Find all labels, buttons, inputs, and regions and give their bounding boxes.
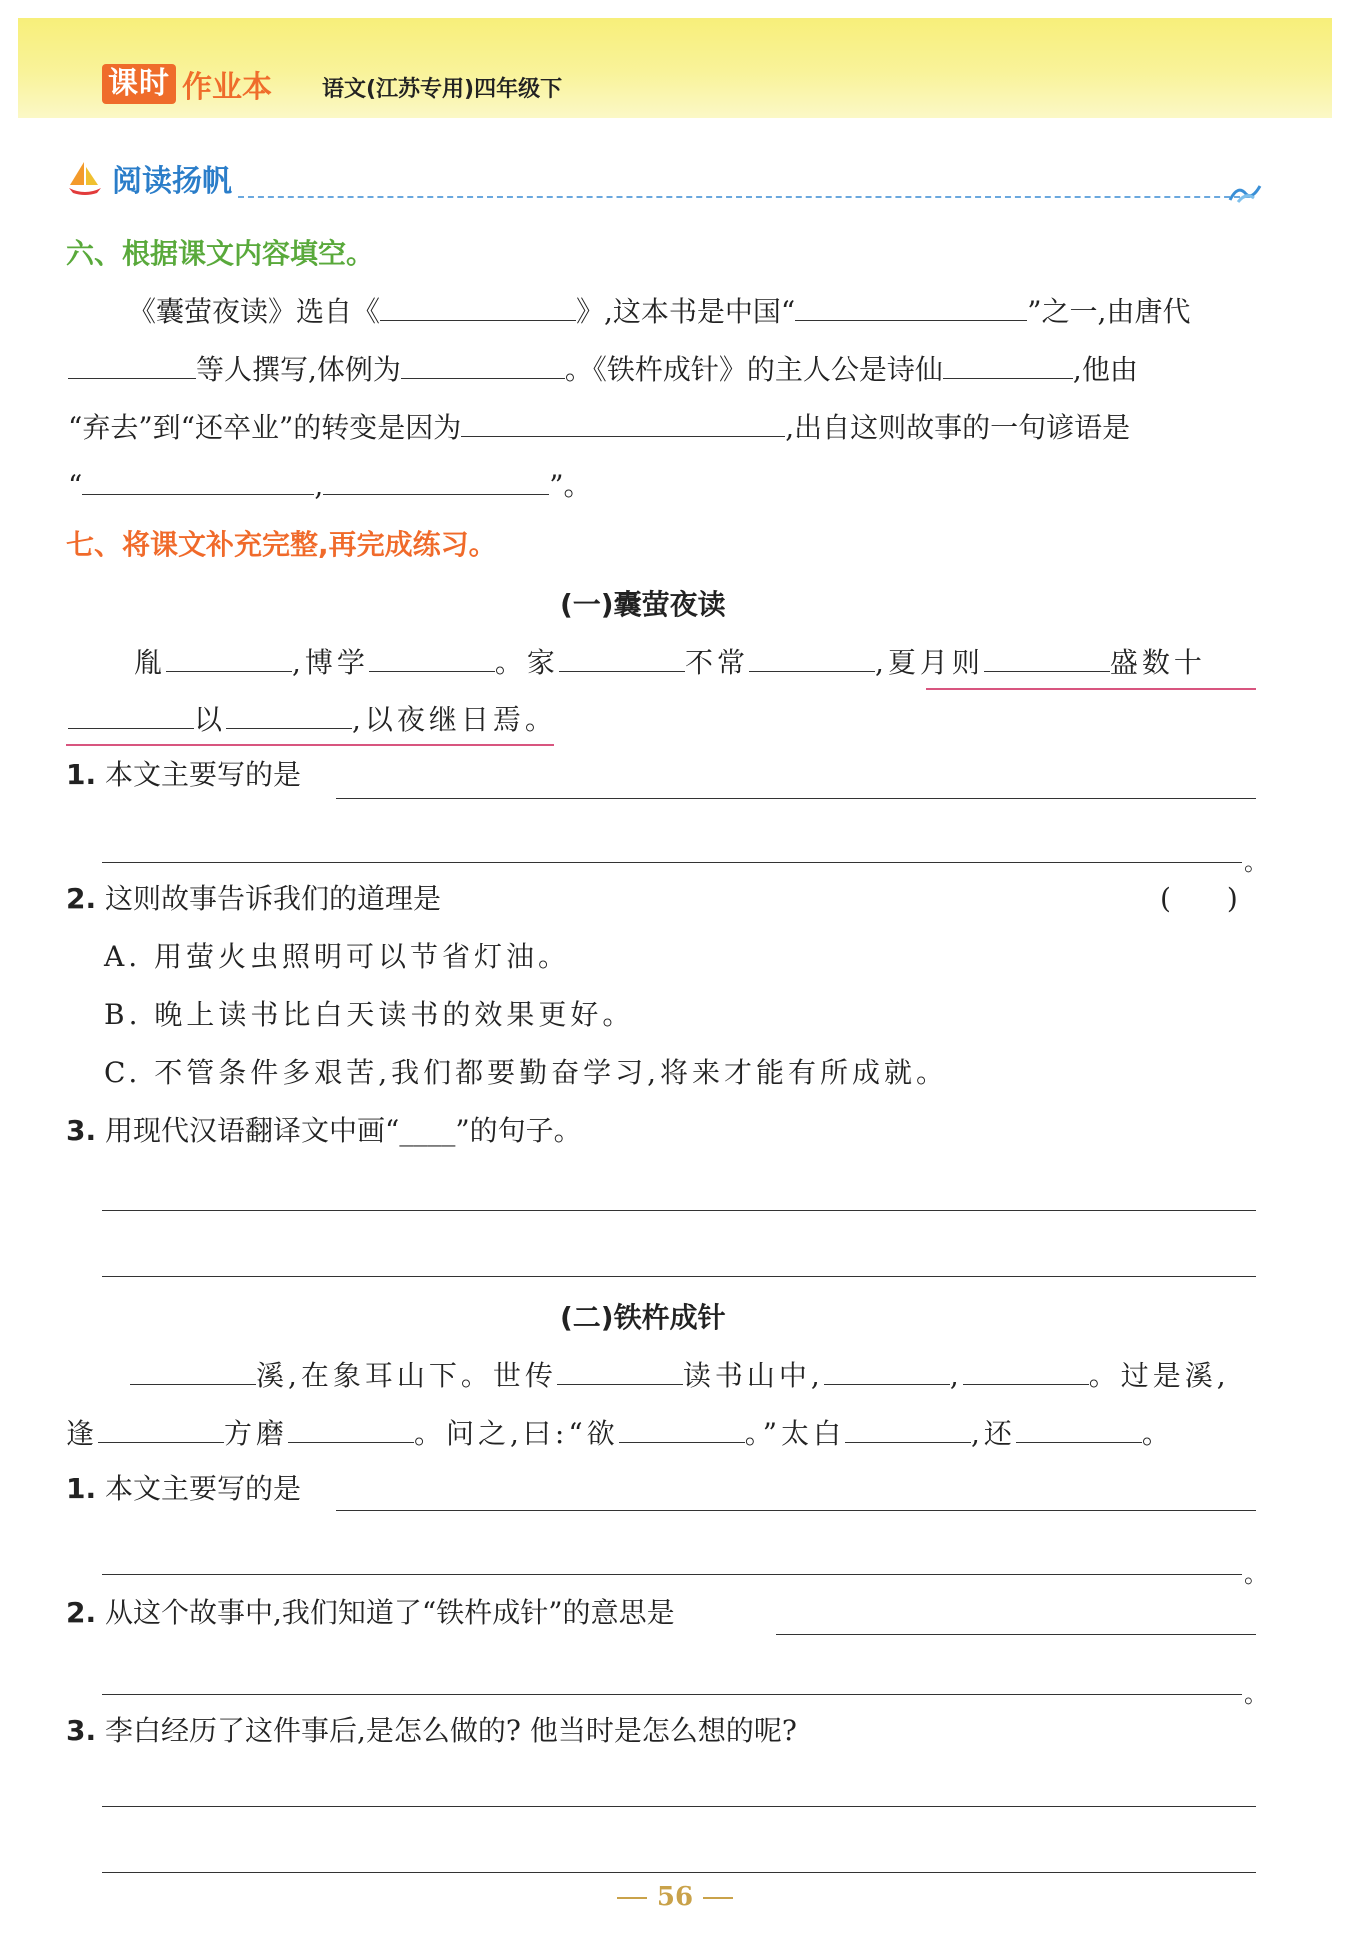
q6-text: 。《铁杵成针》的主人公是诗仙 <box>564 353 943 386</box>
q6-text: “ <box>68 469 83 502</box>
passage-2-title: (二)铁杵成针 <box>560 1301 726 1334</box>
p2-question-3 <box>66 1714 797 1748</box>
passage-blank[interactable] <box>1016 1414 1142 1443</box>
section-header <box>66 156 232 200</box>
underline-mark <box>926 688 1256 690</box>
option-a[interactable]: A. 用萤火虫照明可以节省灯油。 <box>104 940 571 973</box>
q6-blank[interactable] <box>82 466 314 495</box>
q6-blank[interactable] <box>795 292 1027 321</box>
passage-text: ,以夜继日焉。 <box>352 703 557 736</box>
brand-box: 课时 <box>102 64 176 104</box>
passage-blank[interactable] <box>226 700 352 729</box>
passage-text: ,还 <box>971 1417 1016 1450</box>
underline-mark <box>66 744 554 746</box>
passage-blank[interactable] <box>288 1414 414 1443</box>
passage-text: , <box>949 1359 963 1392</box>
passage-text: 读书山中, <box>682 1359 824 1392</box>
option-c[interactable]: C. 不管条件多艰苦,我们都要勤奋学习,将来才能有所成就。 <box>104 1056 949 1089</box>
end-period: 。 <box>1244 1560 1268 1588</box>
q6-blank[interactable] <box>401 350 565 379</box>
q6-text: 》,这本书是中国“ <box>576 295 796 328</box>
passage-text: 以 <box>194 703 227 736</box>
passage-2-line-2 <box>66 1414 1174 1451</box>
passage-text: 不常 <box>684 646 749 679</box>
passage-blank[interactable] <box>824 1356 950 1385</box>
q6-blank[interactable] <box>68 350 196 379</box>
passage-text: 。家 <box>494 646 559 679</box>
passage-blank[interactable] <box>68 700 194 729</box>
question-text: 这则故事告诉我们的道理是 <box>105 882 442 915</box>
passage-text: 。过是溪, <box>1088 1359 1230 1392</box>
passage-text: 。问之,曰:“欲 <box>414 1417 619 1450</box>
question-number: 1. <box>66 1472 97 1505</box>
q6-text: ,出自这则故事的一句谚语是 <box>785 411 1131 444</box>
answer-line[interactable] <box>102 1694 1242 1695</box>
question-number: 2. <box>66 1596 97 1629</box>
section-title: 阅读扬帆 <box>112 164 232 199</box>
passage-1-line-1 <box>134 643 1206 680</box>
answer-parens[interactable]: ( ) <box>1160 882 1238 915</box>
q6-heading: 六、根据课文内容填空。 <box>66 237 375 270</box>
passage-text: 逢 <box>66 1417 99 1450</box>
p2-question-1 <box>66 1472 301 1506</box>
passage-blank[interactable] <box>845 1414 971 1443</box>
passage-blank[interactable] <box>749 643 875 672</box>
passage-text: 盛数十 <box>1109 646 1206 679</box>
question-number: 2. <box>66 882 97 915</box>
passage-text: 胤 <box>134 646 167 679</box>
passage-1-title: (一)囊萤夜读 <box>560 588 726 621</box>
q6-blank[interactable] <box>943 350 1073 379</box>
page-number <box>600 1882 750 1912</box>
question-number: 3. <box>66 1714 97 1747</box>
passage-blank[interactable] <box>963 1356 1089 1385</box>
answer-line[interactable] <box>102 1276 1256 1277</box>
p1-question-3 <box>66 1114 582 1148</box>
answer-line[interactable] <box>102 1210 1256 1211</box>
q6-line-2 <box>68 350 1138 387</box>
question-number: 1. <box>66 758 97 791</box>
q6-line-4 <box>68 466 592 503</box>
answer-line[interactable] <box>102 1872 1256 1873</box>
question-number: 3. <box>66 1114 97 1147</box>
answer-line[interactable] <box>776 1634 1256 1635</box>
passage-blank[interactable] <box>98 1414 224 1443</box>
q6-text: ”之一,由唐代 <box>1027 295 1191 328</box>
passage-blank[interactable] <box>559 643 685 672</box>
passage-blank[interactable] <box>984 643 1110 672</box>
passage-text: ,夏月则 <box>874 646 984 679</box>
q6-blank[interactable] <box>380 292 576 321</box>
answer-line[interactable] <box>336 798 1256 799</box>
brand-logo <box>102 62 272 106</box>
wave-icon <box>1228 180 1262 204</box>
answer-line[interactable] <box>102 1574 1242 1575</box>
passage-2-line-1 <box>130 1356 1230 1393</box>
q7-heading: 七、将课文补充完整,再完成练习。 <box>66 528 497 561</box>
q6-text: 等人撰写,体例为 <box>196 353 401 386</box>
passage-text: 方磨 <box>224 1417 289 1450</box>
question-text: 用现代汉语翻译文中画“____”的句子。 <box>105 1114 582 1147</box>
passage-blank[interactable] <box>130 1356 256 1385</box>
question-text: 李白经历了这件事后,是怎么做的? 他当时是怎么想的呢? <box>105 1714 797 1747</box>
q6-line-3 <box>68 408 1130 445</box>
sailboat-icon <box>66 159 104 197</box>
brand-text: 作业本 <box>182 70 272 105</box>
passage-text: 溪,在象耳山下。世传 <box>256 1359 557 1392</box>
q6-blank[interactable] <box>323 466 549 495</box>
q6-text: 《囊萤夜读》选自《 <box>128 295 381 328</box>
subject-label: 语文(江苏专用)四年级下 <box>322 77 563 102</box>
passage-blank[interactable] <box>619 1414 745 1443</box>
q6-text: ,他由 <box>1072 353 1138 386</box>
passage-blank[interactable] <box>166 643 292 672</box>
question-text: 从这个故事中,我们知道了“铁杵成针”的意思是 <box>105 1596 675 1629</box>
p1-question-2 <box>66 882 441 916</box>
end-period: 。 <box>1244 848 1268 876</box>
p1-question-1 <box>66 758 301 792</box>
answer-line[interactable] <box>336 1510 1256 1511</box>
answer-line[interactable] <box>102 1806 1256 1807</box>
passage-text: 。”太白 <box>744 1417 846 1450</box>
q6-text: ”。 <box>549 469 592 502</box>
page-number-text: 56 <box>656 1882 694 1912</box>
question-text: 本文主要写的是 <box>105 758 302 791</box>
q6-text: “弃去”到“还卒业”的转变是因为 <box>68 411 462 444</box>
option-b[interactable]: B. 晚上读书比白天读书的效果更好。 <box>104 998 635 1031</box>
passage-text: ,博学 <box>292 646 369 679</box>
passage-1-line-2 <box>68 700 557 737</box>
question-text: 本文主要写的是 <box>105 1472 302 1505</box>
q6-blank[interactable] <box>461 408 785 437</box>
q6-text: , <box>314 469 324 502</box>
p2-question-2 <box>66 1596 675 1630</box>
end-period: 。 <box>1244 1680 1268 1708</box>
passage-text: 。 <box>1141 1417 1174 1450</box>
passage-blank[interactable] <box>369 643 495 672</box>
passage-blank[interactable] <box>557 1356 683 1385</box>
section-divider <box>238 196 1250 198</box>
q6-line-1 <box>128 292 1190 329</box>
answer-line[interactable] <box>102 862 1242 863</box>
